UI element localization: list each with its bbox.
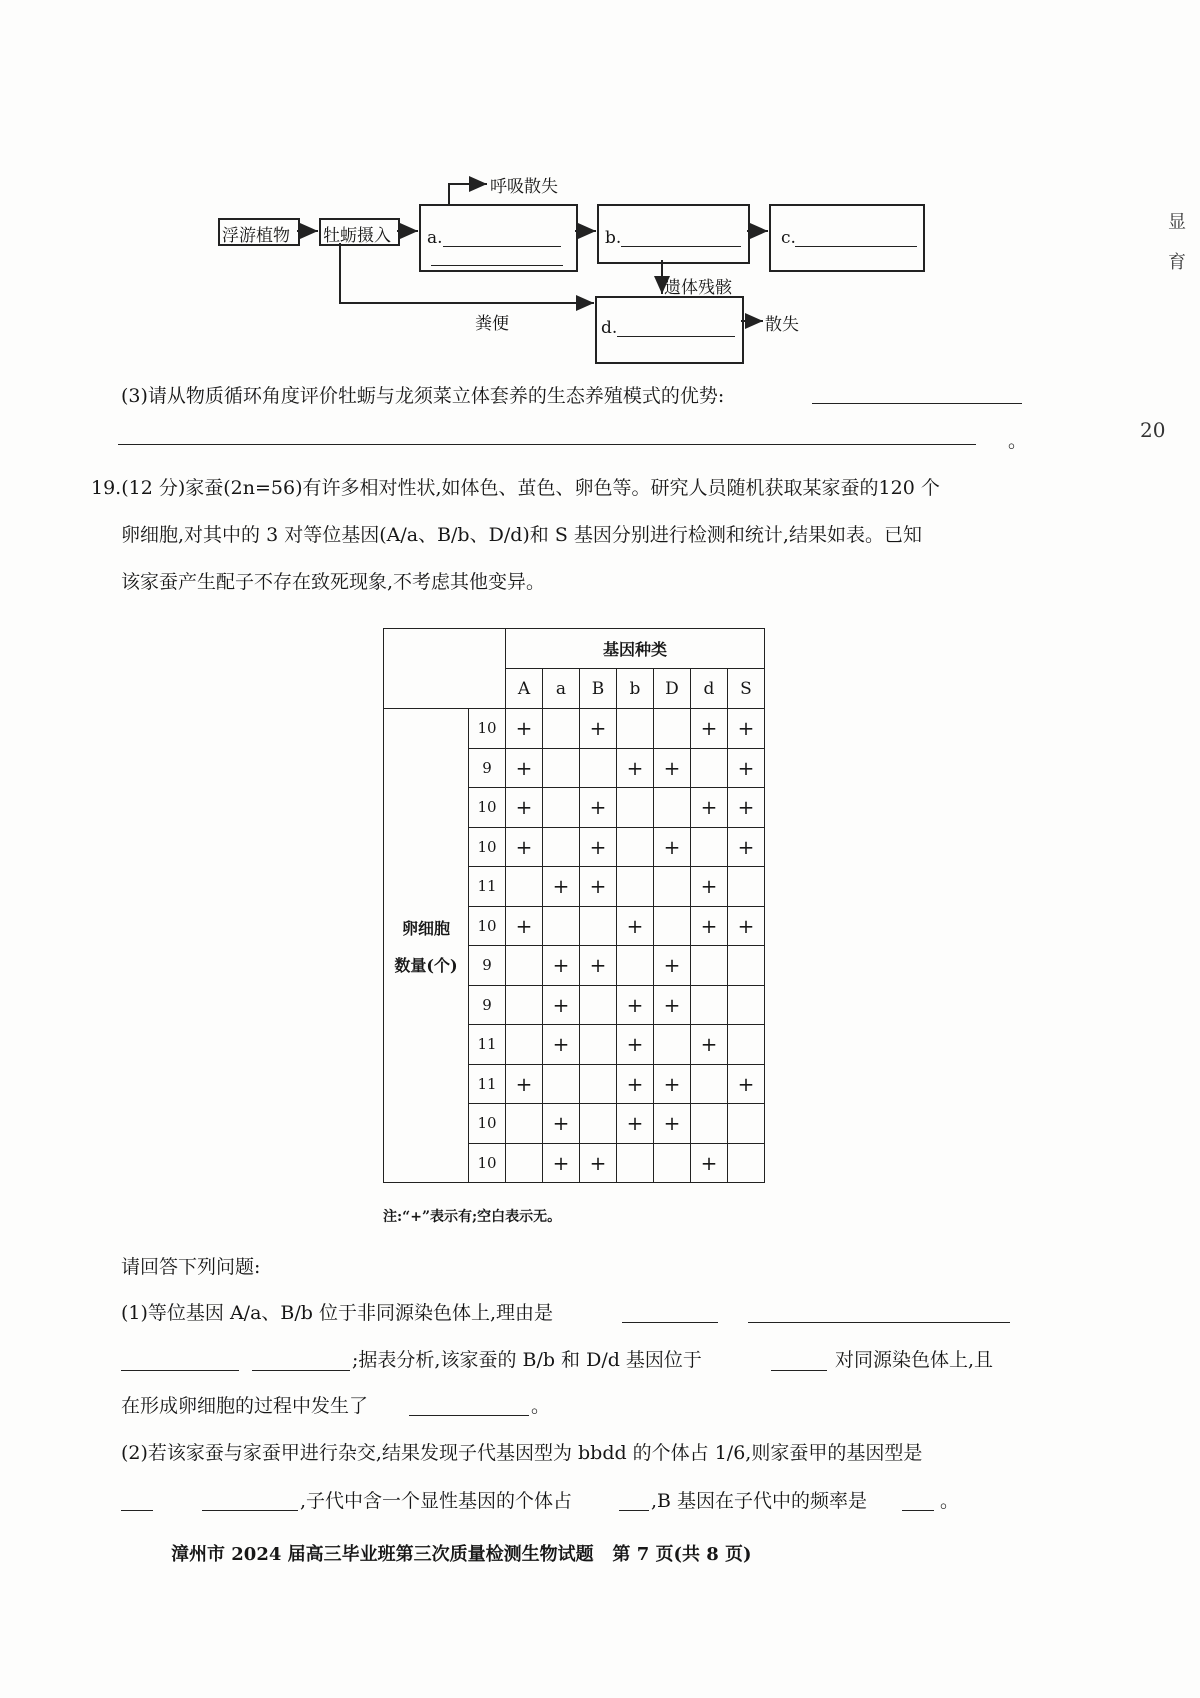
egg-count: 10 bbox=[469, 906, 506, 946]
gene-cell bbox=[580, 1104, 617, 1144]
gene-cell: + bbox=[580, 867, 617, 907]
box-b bbox=[597, 204, 750, 264]
gene-cell: + bbox=[728, 827, 765, 867]
q1-part-d: 在形成卵细胞的过程中发生了 bbox=[121, 1395, 369, 1417]
gene-cell: + bbox=[728, 788, 765, 828]
egg-count: 9 bbox=[469, 946, 506, 986]
gene-cell: + bbox=[617, 906, 654, 946]
gene-cell: + bbox=[580, 827, 617, 867]
gene-cell bbox=[691, 748, 728, 788]
q1-part-c: 对同源染色体上,且 bbox=[835, 1349, 994, 1371]
margin-number: 20 bbox=[1140, 418, 1166, 442]
gene-cell bbox=[691, 1104, 728, 1144]
gene-cell: + bbox=[506, 906, 543, 946]
gene-cell bbox=[506, 985, 543, 1025]
box-c-blank[interactable] bbox=[795, 246, 917, 247]
gene-cell: + bbox=[654, 1064, 691, 1104]
egg-count: 10 bbox=[469, 827, 506, 867]
gene-cell: + bbox=[691, 788, 728, 828]
gene-cell bbox=[580, 985, 617, 1025]
egg-count: 10 bbox=[469, 1143, 506, 1183]
gene-cell: + bbox=[728, 748, 765, 788]
q2-blank-1a[interactable] bbox=[121, 1510, 153, 1511]
table-corner bbox=[384, 629, 506, 709]
gene-cell bbox=[654, 788, 691, 828]
gene-cell bbox=[728, 946, 765, 986]
margin-char-1: 显 bbox=[1168, 212, 1186, 233]
egg-count: 9 bbox=[469, 748, 506, 788]
gene-cell bbox=[617, 827, 654, 867]
gene-cell bbox=[543, 748, 580, 788]
q2-part-a: (2)若该家蚕与家蚕甲进行杂交,结果发现子代基因型为 bbdd 的个体占 1/6,则家蚕甲的基因型是 bbox=[121, 1442, 923, 1464]
box-a-blank-2[interactable] bbox=[431, 265, 563, 266]
row-label-line-2: 数量(个) bbox=[394, 955, 458, 975]
gene-cell: + bbox=[580, 946, 617, 986]
gene-cell bbox=[617, 1143, 654, 1183]
table-row bbox=[384, 709, 765, 749]
gene-cell bbox=[506, 1025, 543, 1065]
gene-cell bbox=[580, 906, 617, 946]
gene-cell: + bbox=[617, 748, 654, 788]
box-d-blank[interactable] bbox=[617, 336, 735, 337]
q2-part-b: ,子代中含一个显性基因的个体占 bbox=[300, 1490, 573, 1512]
gene-cell: + bbox=[506, 748, 543, 788]
margin-char-2: 育 bbox=[1168, 252, 1186, 273]
gene-header-1: a bbox=[543, 669, 580, 709]
box-a-label: a. bbox=[427, 228, 443, 248]
q19-line-3: 该家蚕产生配子不存在致死现象,不考虑其他变异。 bbox=[121, 571, 546, 593]
gene-cell bbox=[506, 946, 543, 986]
gene-cell: + bbox=[543, 1143, 580, 1183]
box-a-blank[interactable] bbox=[443, 246, 561, 247]
q2-blank-3[interactable] bbox=[902, 1510, 934, 1511]
q1-part-e: 。 bbox=[531, 1395, 551, 1417]
egg-count: 11 bbox=[469, 1064, 506, 1104]
page-footer: 漳州市 2024 届高三毕业班第三次质量检测生物试题 第 7 页(共 8 页) bbox=[171, 1544, 752, 1565]
gene-header-0: A bbox=[506, 669, 543, 709]
questions-intro: 请回答下列问题: bbox=[121, 1256, 261, 1278]
q1-blank-1b[interactable] bbox=[748, 1322, 1010, 1323]
gene-cell bbox=[617, 709, 654, 749]
gene-cell: + bbox=[543, 867, 580, 907]
feces-label: 粪便 bbox=[475, 314, 509, 334]
gene-cell: + bbox=[654, 748, 691, 788]
gene-cell: + bbox=[543, 946, 580, 986]
row-group-label bbox=[384, 709, 469, 1183]
egg-count: 11 bbox=[469, 1025, 506, 1065]
gene-cell bbox=[617, 788, 654, 828]
gene-cell: + bbox=[691, 867, 728, 907]
q2-blank-1b[interactable] bbox=[202, 1510, 298, 1511]
gene-cell bbox=[654, 1143, 691, 1183]
gene-cell: + bbox=[617, 1104, 654, 1144]
gene-cell bbox=[617, 946, 654, 986]
q19-line-2: 卵细胞,对其中的 3 对等位基因(A/a、B/b、D/d)和 S 基因分别进行检测和统计,结果如表。已知 bbox=[121, 524, 922, 546]
q3-text: (3)请从物质循环角度评价牡蛎与龙须菜立体套养的生态养殖模式的优势: bbox=[121, 385, 725, 407]
gene-cell bbox=[543, 827, 580, 867]
gene-cell bbox=[543, 1064, 580, 1104]
gene-cell bbox=[728, 1143, 765, 1183]
q1-part-b: ;据表分析,该家蚕的 B/b 和 D/d 基因位于 bbox=[352, 1349, 702, 1371]
gene-cell: + bbox=[580, 788, 617, 828]
q1-blank-4[interactable] bbox=[409, 1415, 529, 1416]
gene-cell: + bbox=[728, 1064, 765, 1104]
gene-cell: + bbox=[506, 1064, 543, 1104]
q1-blank-1a[interactable] bbox=[622, 1322, 718, 1323]
gene-cell: + bbox=[506, 827, 543, 867]
gene-cell bbox=[691, 827, 728, 867]
gene-cell bbox=[728, 867, 765, 907]
q3-answer-line-1[interactable] bbox=[812, 403, 1022, 404]
gene-cell bbox=[691, 946, 728, 986]
egg-count: 9 bbox=[469, 985, 506, 1025]
gene-cell: + bbox=[654, 946, 691, 986]
gene-cell: + bbox=[691, 1025, 728, 1065]
q3-answer-line-2[interactable] bbox=[118, 444, 976, 445]
gene-cell bbox=[506, 1104, 543, 1144]
gene-cell: + bbox=[543, 1025, 580, 1065]
gene-cell: + bbox=[543, 985, 580, 1025]
gene-cell: + bbox=[506, 709, 543, 749]
gene-cell bbox=[691, 985, 728, 1025]
gene-cell bbox=[506, 867, 543, 907]
gene-cell: + bbox=[617, 985, 654, 1025]
gene-header-3: b bbox=[617, 669, 654, 709]
gene-cell bbox=[654, 906, 691, 946]
box-d-label: d. bbox=[601, 318, 618, 338]
phytoplankton-label: 浮游植物 bbox=[222, 226, 290, 246]
gene-cell bbox=[543, 906, 580, 946]
gene-header-4: D bbox=[654, 669, 691, 709]
respiration-loss-label: 呼吸散失 bbox=[490, 177, 558, 197]
table-header-title: 基因种类 bbox=[506, 629, 765, 669]
gene-cell bbox=[543, 788, 580, 828]
box-b-blank[interactable] bbox=[621, 246, 741, 247]
gene-cell: + bbox=[543, 1104, 580, 1144]
gene-header-5: d bbox=[691, 669, 728, 709]
q2-part-c: ,B 基因在子代中的频率是 bbox=[651, 1490, 868, 1512]
gene-cell bbox=[580, 748, 617, 788]
gene-cell: + bbox=[617, 1064, 654, 1104]
box-b-label: b. bbox=[605, 228, 622, 248]
gene-cell bbox=[617, 867, 654, 907]
q1-blank-2a[interactable] bbox=[121, 1370, 239, 1371]
gene-cell: + bbox=[728, 709, 765, 749]
gene-cell bbox=[691, 1064, 728, 1104]
gene-cell bbox=[728, 1025, 765, 1065]
gene-cell: + bbox=[580, 709, 617, 749]
q1-part-a: (1)等位基因 A/a、B/b 位于非同源染色体上,理由是 bbox=[121, 1302, 554, 1324]
egg-count: 10 bbox=[469, 709, 506, 749]
gene-cell bbox=[728, 1104, 765, 1144]
gene-cell: + bbox=[654, 1104, 691, 1144]
gene-cell: + bbox=[728, 906, 765, 946]
gene-cell bbox=[654, 709, 691, 749]
row-label-line-1: 卵细胞 bbox=[401, 918, 450, 938]
dissipation-label: 散失 bbox=[765, 315, 799, 335]
remains-label: 遗体残骸 bbox=[664, 278, 732, 298]
gene-cell: + bbox=[506, 788, 543, 828]
box-c-label: c. bbox=[781, 228, 796, 248]
gene-cell: + bbox=[691, 709, 728, 749]
gene-cell: + bbox=[654, 827, 691, 867]
box-d bbox=[595, 296, 744, 364]
q19-line-1: 19.(12 分)家蚕(2n=56)有许多相对性状,如体色、茧色、卵色等。研究人员随机获取某家蚕的120 个 bbox=[91, 477, 940, 499]
egg-count: 10 bbox=[469, 788, 506, 828]
gene-cell bbox=[654, 1025, 691, 1065]
gene-header-2: B bbox=[580, 669, 617, 709]
gene-cell bbox=[654, 867, 691, 907]
q1-blank-3[interactable] bbox=[771, 1370, 827, 1371]
gene-table bbox=[383, 628, 765, 1183]
box-a bbox=[419, 204, 578, 272]
q2-blank-2[interactable] bbox=[619, 1510, 649, 1511]
box-c bbox=[769, 204, 925, 272]
q3-period: 。 bbox=[1008, 430, 1028, 452]
q1-blank-2b[interactable] bbox=[252, 1370, 350, 1371]
gene-cell bbox=[728, 985, 765, 1025]
oyster-intake-box bbox=[319, 218, 400, 246]
egg-count: 11 bbox=[469, 867, 506, 907]
gene-cell: + bbox=[580, 1143, 617, 1183]
table-note: 注:“+”表示有;空白表示无。 bbox=[383, 1209, 562, 1225]
gene-cell bbox=[580, 1025, 617, 1065]
gene-cell: + bbox=[654, 985, 691, 1025]
gene-header-6: S bbox=[728, 669, 765, 709]
gene-cell: + bbox=[691, 906, 728, 946]
oyster-intake-label: 牡蛎摄入 bbox=[323, 226, 391, 246]
gene-cell bbox=[506, 1143, 543, 1183]
gene-cell bbox=[543, 709, 580, 749]
egg-count: 10 bbox=[469, 1104, 506, 1144]
gene-cell: + bbox=[617, 1025, 654, 1065]
phytoplankton-box bbox=[218, 218, 300, 246]
q2-part-d: 。 bbox=[940, 1490, 960, 1512]
gene-cell: + bbox=[691, 1143, 728, 1183]
gene-cell bbox=[580, 1064, 617, 1104]
